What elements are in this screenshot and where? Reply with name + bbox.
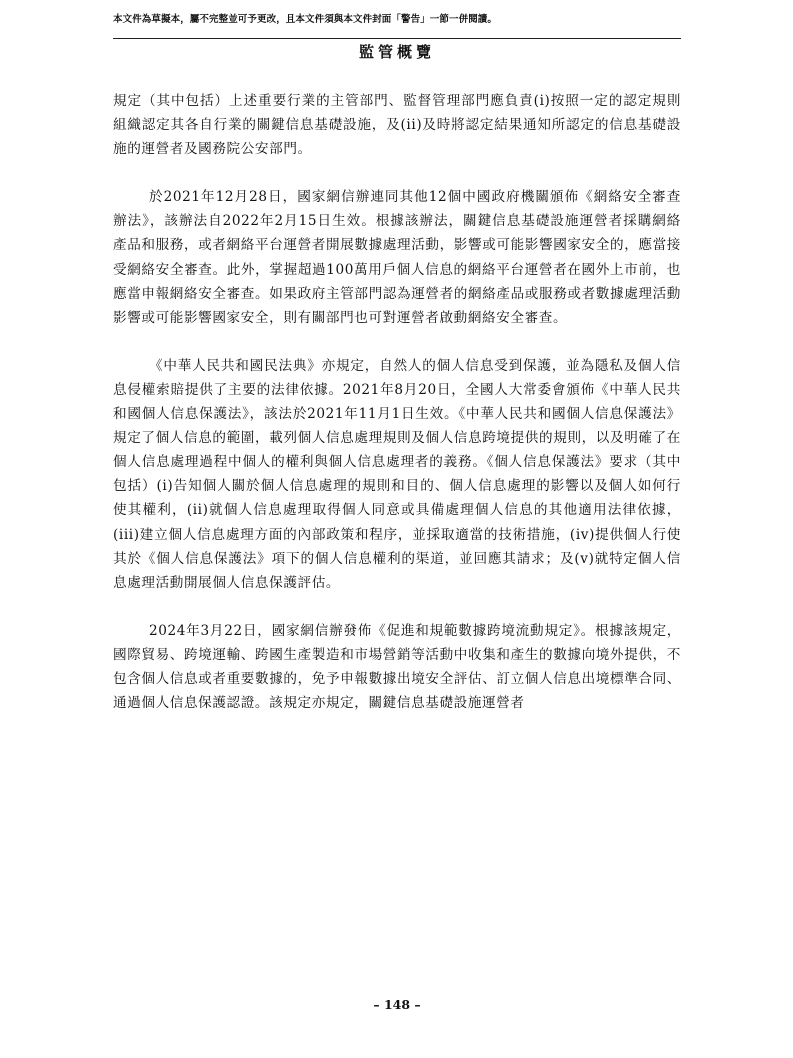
page-number: – 148 –: [373, 997, 421, 1012]
document-body: [113, 89, 681, 739]
paragraph-continuation: 規定（其中包括）上述重要行業的主管部門、監督管理部門應負責(i)按照一定的認定規則組織認定其各自行業的關鍵信息基礎設施，及(ii)及時將認定結果通知所認定的信息基礎設施的運營者及國務院公安部門。: [113, 93, 681, 158]
paragraph-cross-border-data: 2024年3月22日，國家網信辦發佈《促進和規範數據跨境流動規定》。根據該規定，國際貿易、跨境運輸、跨國生產製造和市場營銷等活動中收集和產生的數據向境外提供，不包含個人信息或者重要數據的，免予申報數據出境安全評估、訂立個人信息出境標準合同、通過個人信息保護認證。該規定亦規定，關鍵信息基礎設施運營者: [113, 622, 681, 712]
header-divider: [113, 38, 681, 39]
paragraph-personal-information-protection: 《中華人民共和國民法典》亦規定，自然人的個人信息受到保護，並為隱私及個人信息侵權索賠提供了主要的法律依據。2021年8月20日，全國人大常委會頒佈《中華人民共和國個人信息保護法》，該法於2021年11月1日生效。《中華人民共和國個人信息保護法》規定了個人信息的範圍，載列個人信息處理規則及個人信息跨境提供的規則，以及明確了在個人信息處理過程中個人的權利與個人信息處理者的義務。《個人信息保護法》要求（其中包括）(i)告知個人關於個人信息處理的規則和目的、個人信息處理的影響以及個人如何行使其權利，(ii)就個人信息處理取得個人同意或具備處理個人信息的其他適用法律依據，(iii)建立個人信息處理方面的內部政策和程序，並採取適當的技術措施，(iv)提供個人行使其於《個人信息保護法》項下的個人信息權利的渠道，並回應其請求；及(v)就特定個人信息處理活動開展個人信息保護評估。: [113, 357, 681, 591]
draft-warning-note: 本文件為草擬本，屬不完整並可予更改，且本文件須與本文件封面「警告」一節一併閱讀。: [113, 14, 498, 25]
paragraph-cybersecurity-review: 於2021年12月28日，國家網信辦連同其他12個中國政府機關頒佈《網絡安全審查辦法》，該辦法自2022年2月15日生效。根據該辦法，關鍵信息基礎設施運營者採購網絡產品和服務，或者網絡平台運營者開展數據處理活動，影響或可能影響國家安全的，應當接受網絡安全審查。此外，掌握超過100萬用戶個人信息的網絡平台運營者在國外上市前，也應當申報網絡安全審查。如果政府主管部門認為運營者的網絡產品或服務或者數據處理活動影響或可能影響國家安全，則有關部門也可對運營者啟動網絡安全審查。: [113, 189, 681, 326]
page-title: 監管概覽: [358, 43, 435, 61]
